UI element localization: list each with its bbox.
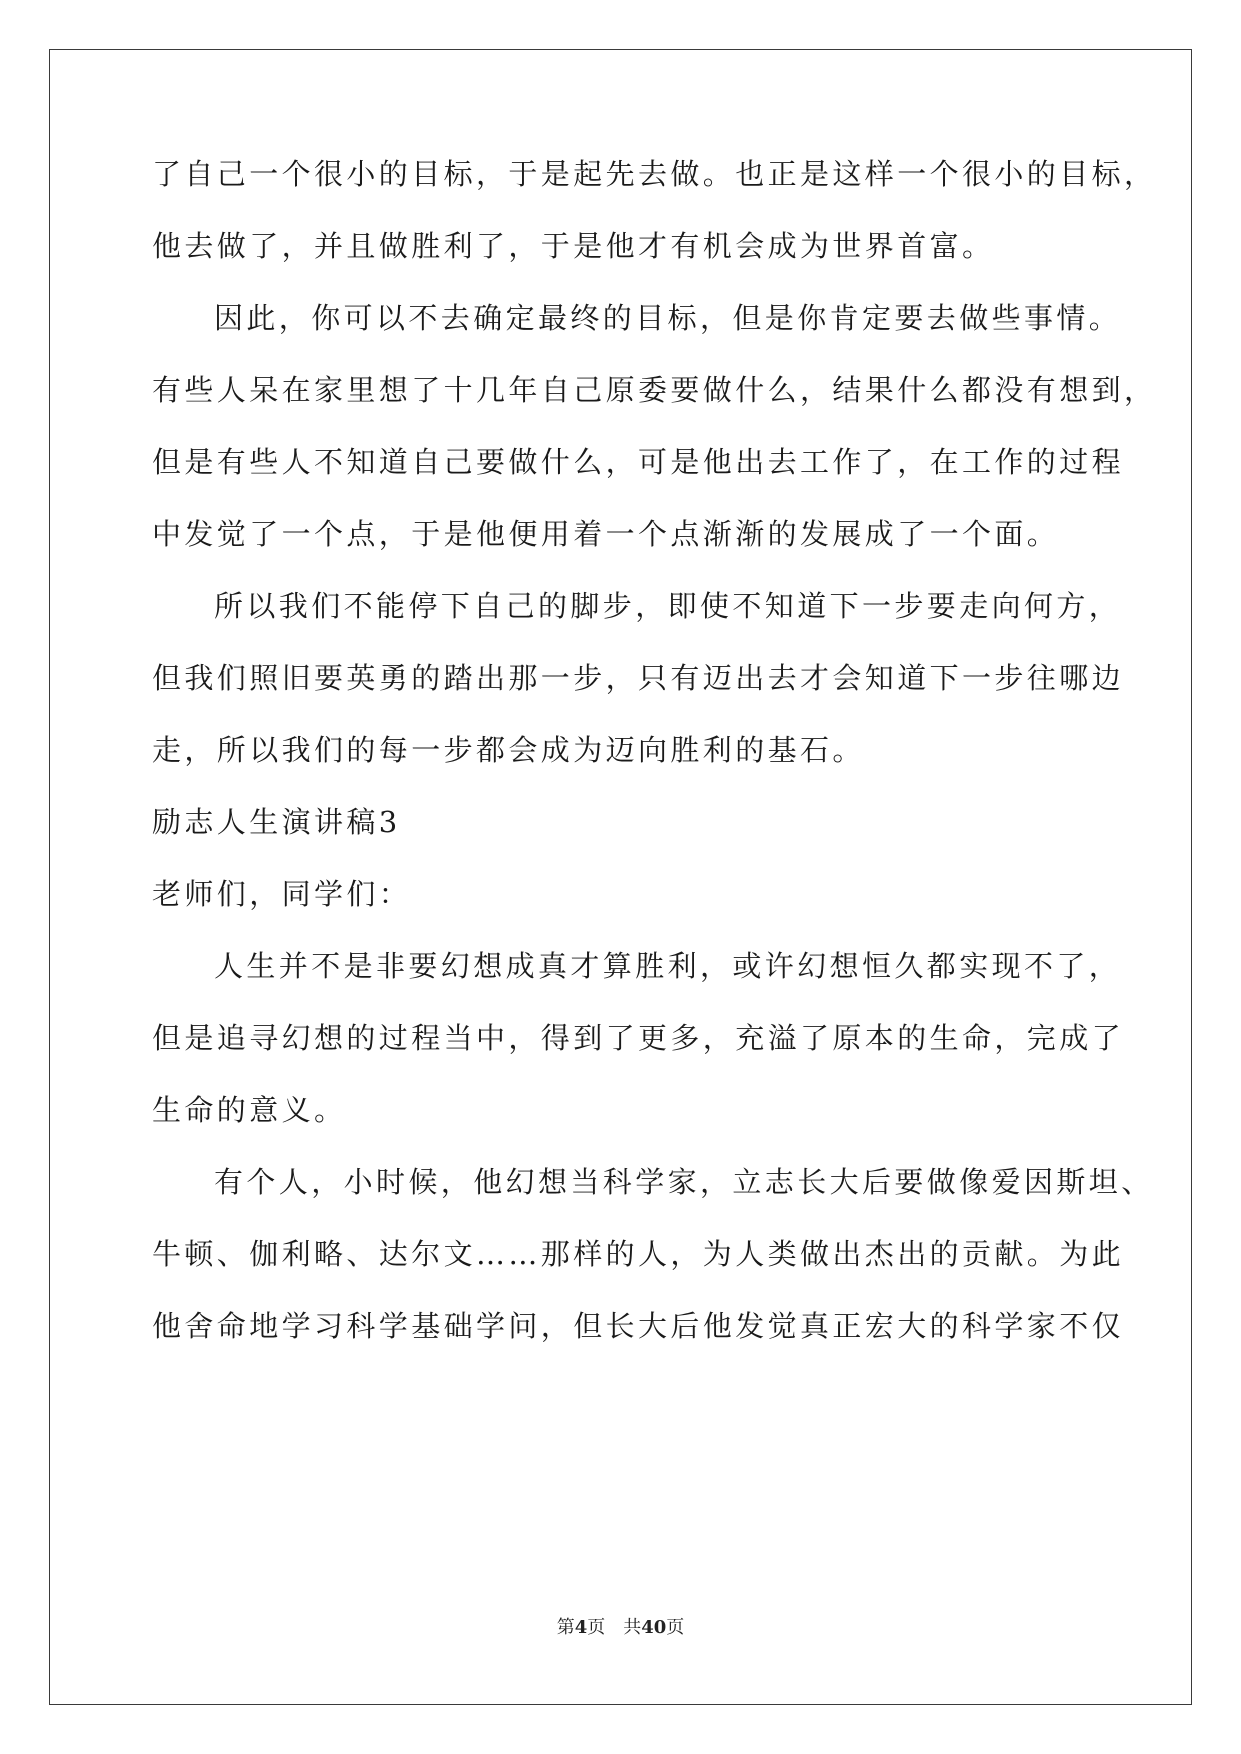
footer-page-number: 4 [574,1617,588,1638]
section-heading: 励志人生演讲稿3 [152,805,401,839]
footer-total-unit: 页 [666,1617,685,1638]
body-line: 有些人呆在家里想了十几年自己原委要做什么，结果什么都没有想到， [152,373,1157,407]
body-line: 因此，你可以不去确定最终的目标，但是你肯定要去做些事情。 [214,301,1122,335]
body-line: 但是有些人不知道自己要做什么，可是他出去工作了，在工作的过程 [152,445,1125,479]
body-line: 有个人，小时候，他幻想当科学家，立志长大后要做像爱因斯坦、 [214,1165,1154,1199]
footer-total-pages: 40 [641,1617,667,1638]
salutation: 老师们，同学们： [152,877,412,911]
body-line: 他舍命地学习科学基础学问，但长大后他发觉真正宏大的科学家不仅 [152,1309,1125,1343]
body-line: 人生并不是非要幻想成真才算胜利，或许幻想恒久都实现不了， [214,949,1122,983]
body-line: 所以我们不能停下自己的脚步，即使不知道下一步要走向何方， [214,589,1122,623]
body-line: 但我们照旧要英勇的踏出那一步，只有迈出去才会知道下一步往哪边 [152,661,1125,695]
body-line: 牛顿、伽利略、达尔文……那样的人，为人类做出杰出的贡献。为此 [152,1237,1125,1271]
footer-prefix: 第 [556,1617,575,1638]
footer-total-prefix: 共 [623,1617,642,1638]
body-line: 了自己一个很小的目标，于是起先去做。也正是这样一个很小的目标， [152,157,1157,191]
body-line: 走，所以我们的每一步都会成为迈向胜利的基石。 [152,733,865,767]
body-line: 他去做了，并且做胜利了，于是他才有机会成为世界首富。 [152,229,995,263]
footer-page-unit: 页 [587,1617,606,1638]
body-line: 但是追寻幻想的过程当中，得到了更多，充溢了原本的生命，完成了 [152,1021,1125,1055]
page-footer [0,1616,1241,1640]
body-line: 生命的意义。 [152,1093,347,1127]
body-line: 中发觉了一个点，于是他便用着一个点渐渐的发展成了一个面。 [152,517,1060,551]
